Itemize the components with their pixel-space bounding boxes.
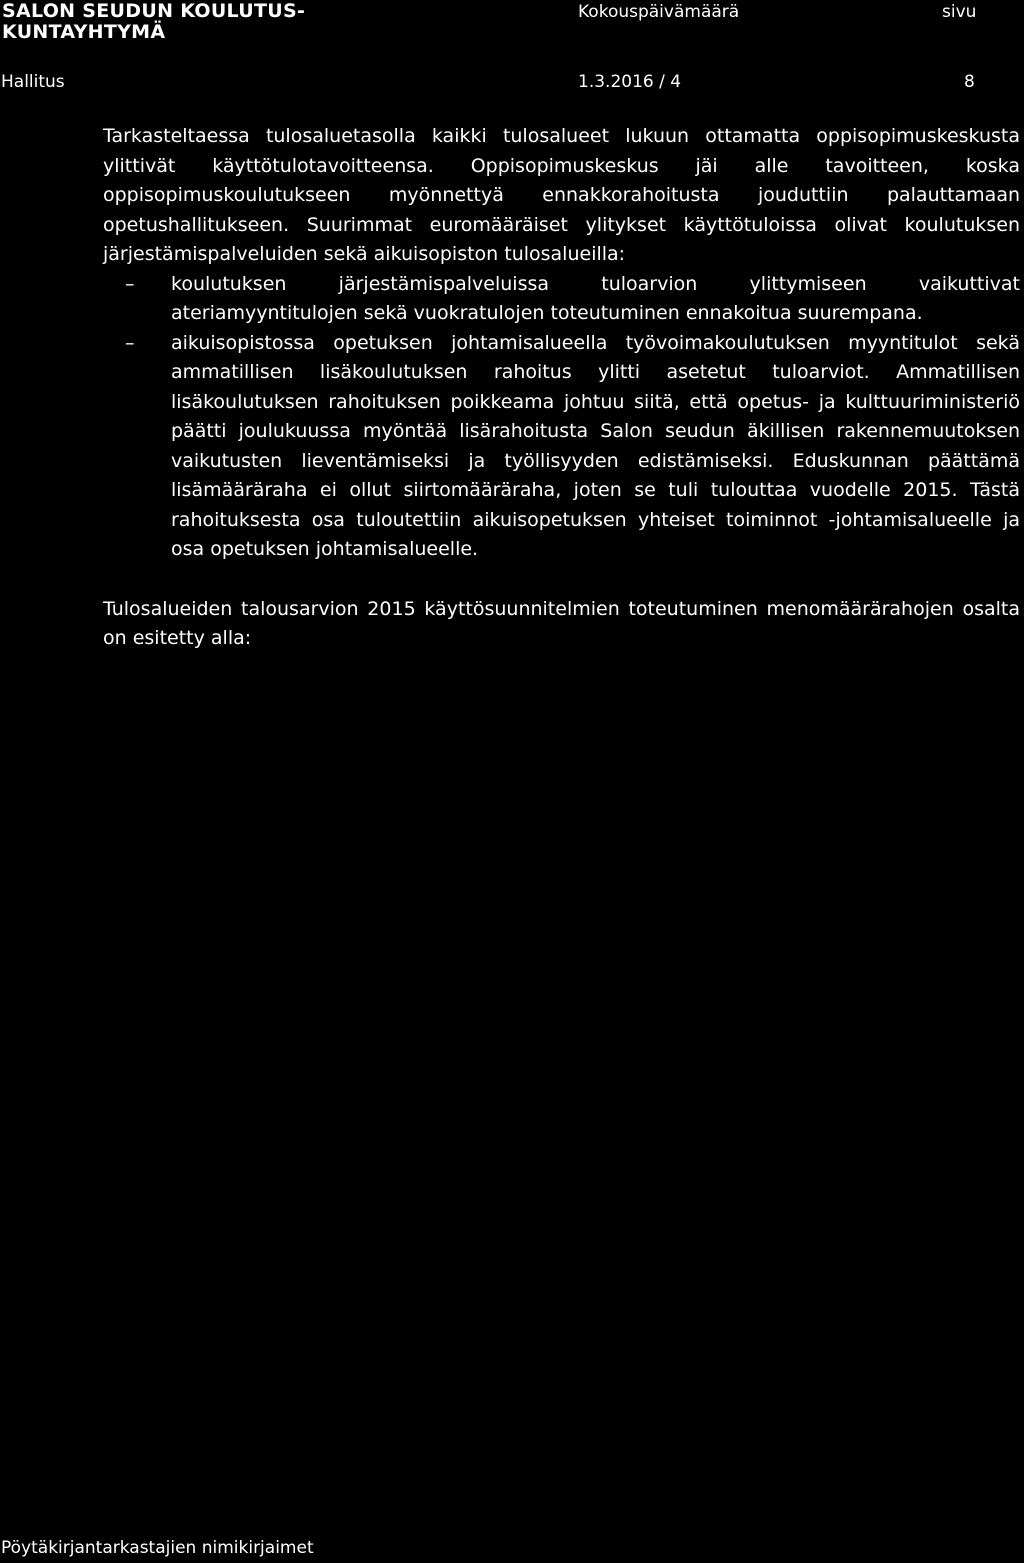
organization-name-line-1: SALON SEUDUN KOULUTUS- (2, 0, 306, 22)
document-body (103, 122, 1020, 654)
page-number: 8 (964, 72, 975, 92)
bullet-item (125, 329, 1020, 565)
organization-name (2, 1, 305, 43)
income-bullet-list (103, 270, 1020, 565)
paragraph-spacer (103, 565, 1020, 595)
closing-paragraph: Tulosalueiden talousarvion 2015 käyttösuunnitelmien toteutuminen menomäärärahojen osalta on esitetty alla: (103, 597, 1020, 649)
organization-name-line-2: KUNTAYHTYMÄ (2, 21, 166, 43)
bullet-dash: – (125, 272, 135, 295)
bullet-text: aikuisopistossa opetuksen johtamisalueella työvoimakoulutuksen myyntitulot sekä ammatillisen lisäkoulutuksen rahoitus ylitti asetetut tuloarviot. Ammatillisen lisäkoulutuksen rahoituksen poikkeama johtuu siitä, että opetus- ja kulttuuriministeriö päätti joulukuussa myöntää lisärahoitusta Salon seudun äkillisen rakennemuutoksen vaikutusten lieventämiseksi ja työllisyyden edistämiseksi. Eduskunnan päättämä lisämääräraha ei ollut siirtomääräraha, joten se tuli tulouttaa vuodelle 2015. Tästä rahoituksesta osa tuloutettiin aikuisopetuksen yhteiset toiminnot -johtamisalueelle ja osa opetuksen johtamisalueelle. (171, 331, 1020, 560)
meeting-date-number: 1.3.2016 / 4 (578, 72, 682, 92)
bullet-item (125, 270, 1020, 329)
bullet-text: koulutuksen järjestämispalveluissa tuloarvion ylittymiseen vaikuttivat ateriamyyntitulojen sekä vuokratulojen toteutuminen ennakoitua suurempana. (171, 272, 1020, 324)
bullet-dash: – (125, 331, 135, 354)
intro-paragraph: Tarkasteltaessa tulosaluetasolla kaikki tulosalueet lukuun ottamatta oppisopimuskeskusta ylittivät käyttötulotavoitteensa. Oppisopimuskeskus jäi alle tavoitteen, koska oppisopimuskoulutukseen myönnettyä ennakkorahoitusta jouduttiin palauttamaan opetushallitukseen. Suurimmat euromääräiset ylitykset käyttötuloissa olivat koulutuksen järjestämispalveluiden sekä aikuisopiston tulosalueilla: (103, 125, 1020, 265)
page-label: sivu (942, 2, 977, 22)
governing-body-name: Hallitus (1, 72, 65, 92)
minutes-checkers-initials-label: Pöytäkirjantarkastajien nimikirjaimet (1, 1538, 314, 1558)
date-label: Kokouspäivämäärä (578, 2, 740, 22)
